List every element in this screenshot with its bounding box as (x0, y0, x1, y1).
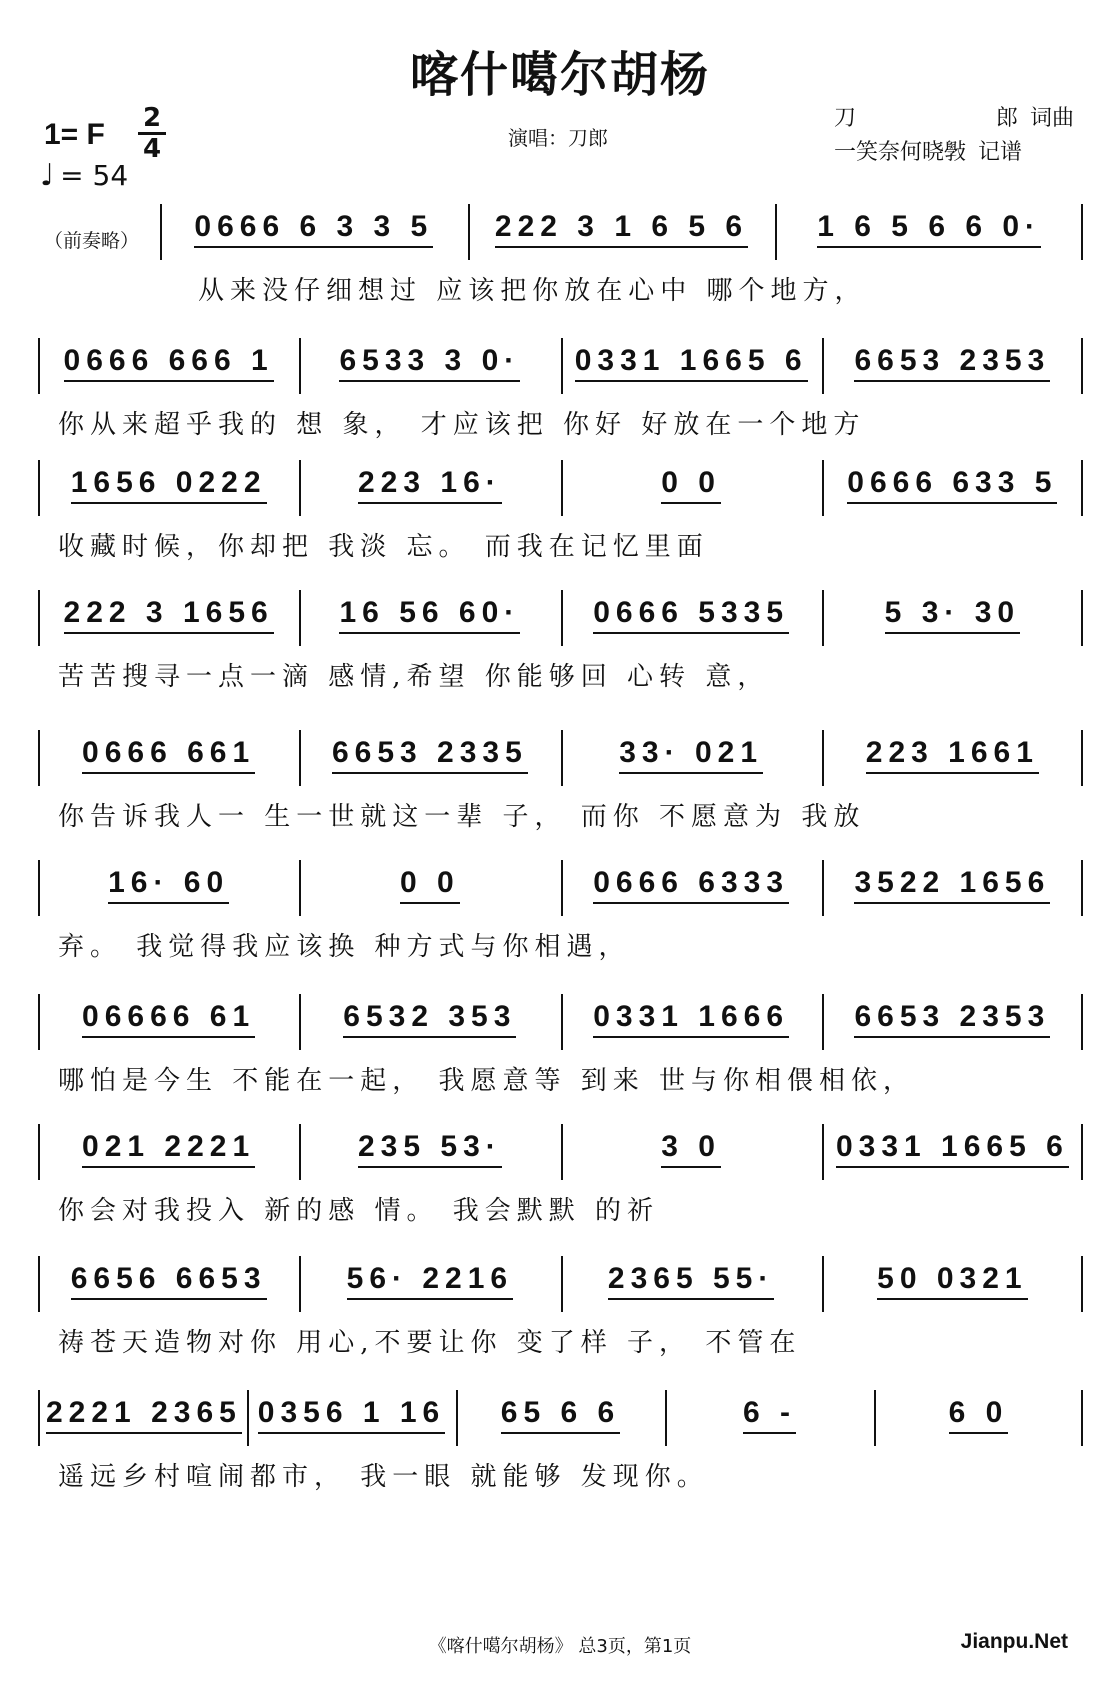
measure (249, 1390, 454, 1450)
measure (470, 204, 774, 264)
measure (40, 460, 297, 520)
lyric-line: 遥远乡村喧闹都市， 我一眼 就能够 发现你。 (58, 1462, 709, 1492)
notes-row (38, 1124, 1083, 1184)
measure-notes: 2221 2365 (46, 1396, 242, 1434)
notes-row (38, 730, 1083, 790)
barline (1081, 1390, 1083, 1446)
measure (824, 1124, 1081, 1184)
measure (301, 590, 558, 650)
measure-notes: 0 0 (400, 866, 460, 904)
measure (301, 730, 558, 790)
measure-notes: 0666 6 3 3 5 (194, 210, 433, 248)
tempo-marking (40, 158, 128, 193)
lyric-line: 你会对我投入 新的感 情。 我会默默 的祈 (58, 1196, 660, 1226)
measure (40, 994, 297, 1054)
measure-notes: 56· 2216 (347, 1262, 513, 1300)
barline (1081, 338, 1083, 394)
measure-notes: 16· 60 (108, 866, 229, 904)
singer-credit: 演唱：刀郎 (508, 126, 608, 150)
notes-row (38, 460, 1083, 520)
measure (667, 1390, 872, 1450)
measure (40, 1124, 297, 1184)
measure (40, 1256, 297, 1316)
measure-notes: 16 56 60· (339, 596, 520, 634)
measure (824, 730, 1081, 790)
barline (1081, 590, 1083, 646)
measure-notes: 235 53· (358, 1130, 502, 1168)
barline (1081, 860, 1083, 916)
measure-notes: 0666 633 5 (847, 466, 1057, 504)
measure-notes: 3522 1656 (854, 866, 1050, 904)
time-signature (138, 103, 166, 164)
measure (40, 338, 297, 398)
page-footer: 《喀什噶尔胡杨》 总3页，第1页 (428, 1636, 692, 1657)
measure (40, 860, 297, 920)
measure (301, 860, 558, 920)
transcriber-name: 一笑奈何晓斅 (833, 140, 966, 165)
measure-notes: 33· 021 (619, 736, 763, 774)
prelude-note: （前奏略） (44, 230, 140, 252)
measure-notes: 6653 2353 (854, 344, 1050, 382)
measure-notes: 0666 5335 (593, 596, 789, 634)
measure-notes: 0666 666 1 (64, 344, 274, 382)
measure (40, 590, 297, 650)
measure (563, 590, 820, 650)
measure (876, 1390, 1081, 1450)
measure-notes: 222 3 1 6 5 6 (495, 210, 748, 248)
barline (1081, 460, 1083, 516)
measure (40, 730, 297, 790)
measure-notes: 1 6 5 6 6 0· (817, 210, 1041, 248)
measure (824, 860, 1081, 920)
measure-notes: 223 16· (358, 466, 502, 504)
lyricist-name-a: 刀 (833, 106, 856, 131)
measure-notes: 6653 2353 (854, 1000, 1050, 1038)
measure (563, 460, 820, 520)
measure (458, 1390, 663, 1450)
measure (40, 1390, 245, 1450)
measure (301, 1256, 558, 1316)
measure-notes: 222 3 1656 (64, 596, 274, 634)
lyric-line: 苦苦搜寻一点一滴 感情,希望 你能够回 心转 意， (58, 662, 770, 692)
barline (1081, 994, 1083, 1050)
measure (824, 590, 1081, 650)
measure (777, 204, 1081, 264)
measure-notes: 0331 1665 6 (575, 344, 808, 382)
measure-notes: 0666 661 (82, 736, 255, 774)
barline (1081, 730, 1083, 786)
notes-row (38, 338, 1083, 398)
lyricist-name-b: 郎 (995, 106, 1018, 131)
barline (1081, 204, 1083, 260)
measure-notes: 1656 0222 (71, 466, 267, 504)
measure-notes: 0331 1666 (593, 1000, 789, 1038)
measure-notes: 3 0 (661, 1130, 721, 1168)
meter-bottom: 4 (142, 134, 162, 164)
measure (301, 1124, 558, 1184)
lyric-line: 从来没仔细想过 应该把你放在心中 哪个地方， (198, 276, 867, 306)
measure (563, 994, 820, 1054)
quarter-note-icon: ♩ (40, 158, 55, 193)
measure (301, 460, 558, 520)
lyric-line: 祷苍天造物对你 用心,不要让你 变了样 子， 不管在 (58, 1328, 802, 1358)
notes-row (38, 590, 1083, 650)
measure (824, 460, 1081, 520)
meter-top: 2 (142, 103, 162, 133)
measure (563, 860, 820, 920)
measure-notes: 50 0321 (877, 1262, 1027, 1300)
measure-notes: 0 0 (661, 466, 721, 504)
measure-notes: 65 6 6 (501, 1396, 620, 1434)
measure-notes: 2365 55· (608, 1262, 774, 1300)
measure-notes: 6 - (743, 1396, 796, 1434)
lyric-line: 哪怕是今生 不能在一起， 我愿意等 到来 世与你相偎相依， (58, 1066, 916, 1096)
measure-notes: 6 0 (949, 1396, 1009, 1434)
measure-notes: 0331 1665 6 (836, 1130, 1069, 1168)
measure (301, 338, 558, 398)
measure-notes: 021 2221 (82, 1130, 255, 1168)
tempo-value: = 54 (60, 159, 129, 192)
measure (824, 338, 1081, 398)
measure-notes: 5 3· 30 (885, 596, 1020, 634)
lyric-line: 你告诉我人一 生一世就这一辈 子， 而你 不愿意为 我放 (58, 802, 866, 832)
measure-notes: 223 1661 (866, 736, 1039, 774)
lyric-line: 收藏时候，你却把 我淡 忘。 而我在记忆里面 (58, 532, 709, 562)
measure-notes: 0666 6333 (593, 866, 789, 904)
notes-row (38, 1390, 1083, 1450)
song-title: 喀什噶尔胡杨 (409, 47, 710, 103)
measure (563, 1256, 820, 1316)
key-signature: 1= F (44, 118, 105, 151)
notes-row (38, 994, 1083, 1054)
notes-row (38, 860, 1083, 920)
lyric-line: 你从来超乎我的 想 象， 才应该把 你好 好放在一个地方 (58, 410, 866, 440)
measure-notes: 06666 61 (82, 1000, 255, 1038)
notes-row (38, 204, 1083, 264)
site-logo: Jianpu.Net (960, 1630, 1068, 1653)
measure (563, 338, 820, 398)
measure (563, 730, 820, 790)
measure (824, 994, 1081, 1054)
barline (1081, 1124, 1083, 1180)
measure-notes: 6653 2335 (332, 736, 528, 774)
notes-row (38, 1256, 1083, 1316)
measure-notes: 6656 6653 (71, 1262, 267, 1300)
measure (563, 1124, 820, 1184)
measure (301, 994, 558, 1054)
measure-notes: 0356 1 16 (258, 1396, 445, 1434)
lyric-line: 弃。 我觉得我应该换 种方式与你相遇， (58, 932, 631, 962)
transcriber-role: 记谱 (978, 140, 1023, 165)
measure (162, 204, 466, 264)
barline (1081, 1256, 1083, 1312)
measure-notes: 6532 353 (343, 1000, 516, 1038)
lyricist-role: 词曲 (1029, 106, 1074, 131)
measure (824, 1256, 1081, 1316)
measure-notes: 6533 3 0· (339, 344, 520, 382)
credits (834, 102, 1074, 170)
